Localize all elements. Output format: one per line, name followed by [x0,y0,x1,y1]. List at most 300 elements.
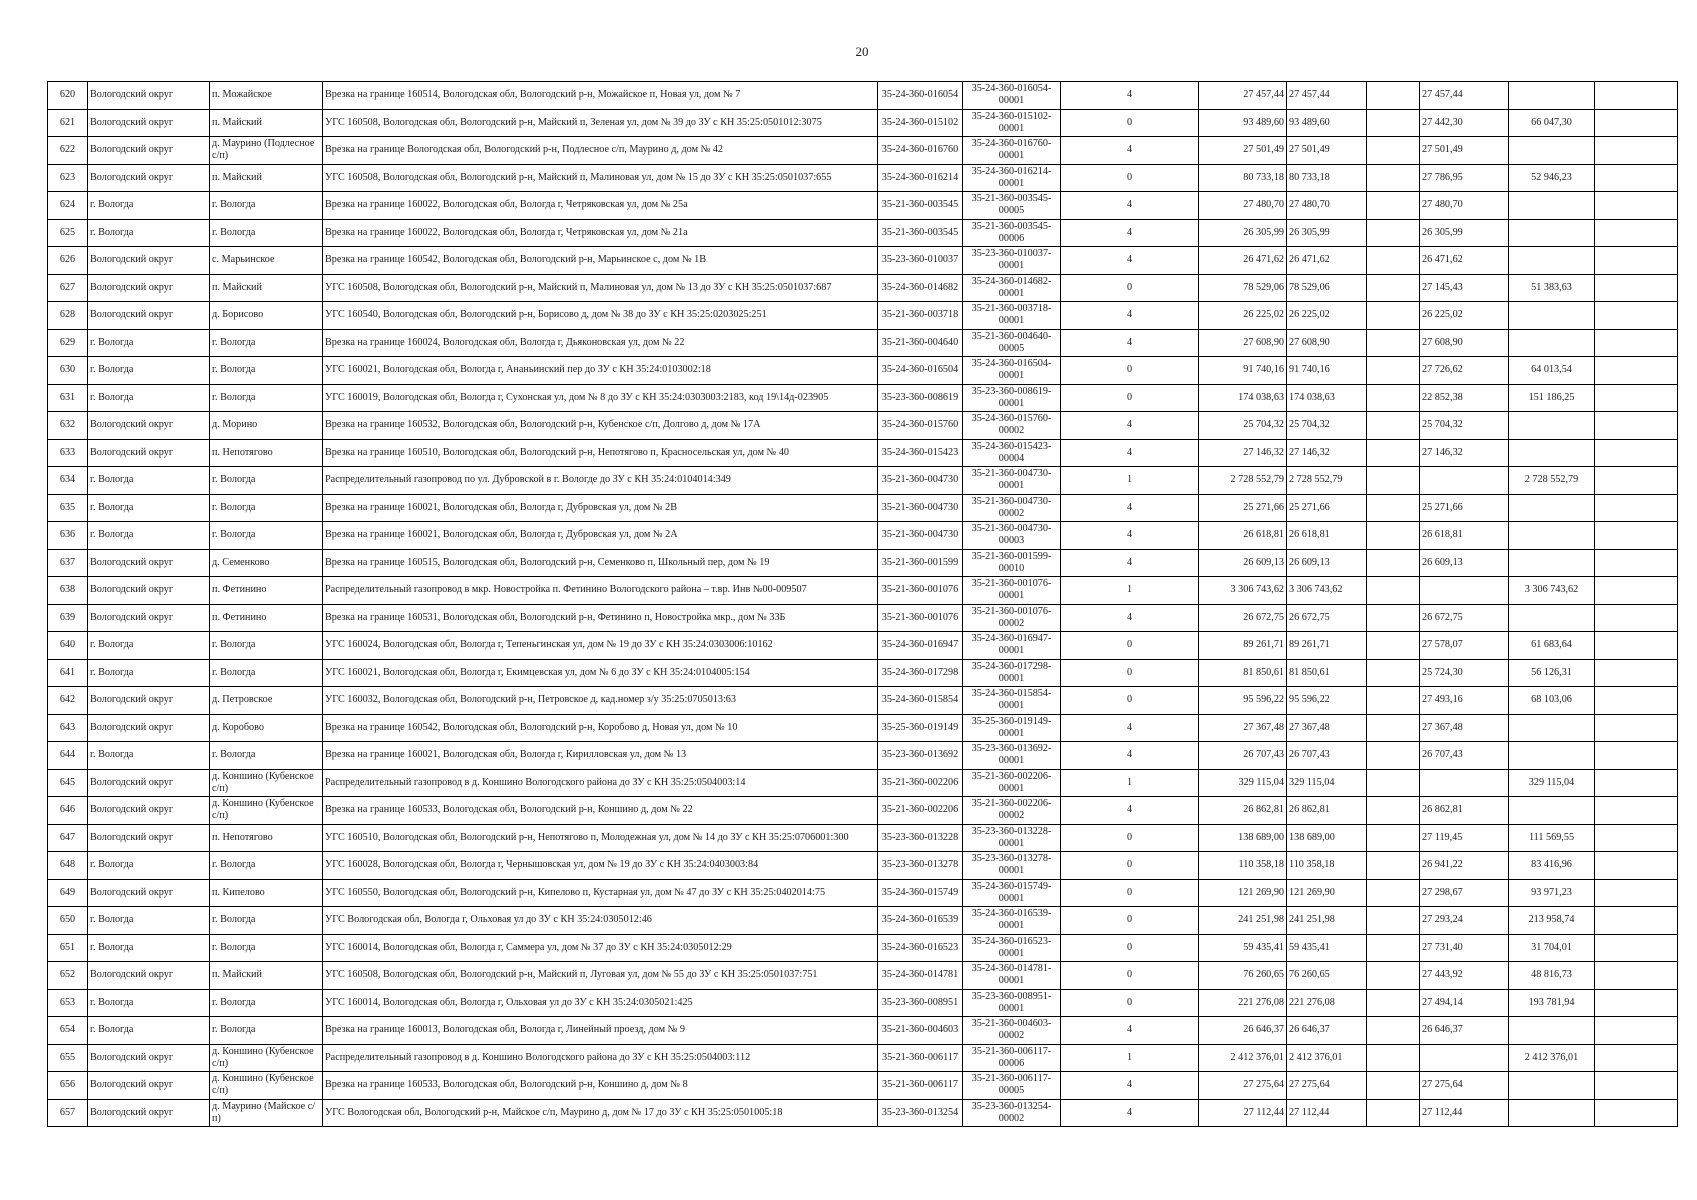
inventory-id-cell: 35-23-360-010037-00001 [963,247,1061,275]
locality-cell: д. Морино [210,412,323,440]
part-two-amount-cell: 111 569,55 [1509,824,1595,852]
inventory-id-cell: 35-21-360-003545-00005 [963,192,1061,220]
object-code-cell: 35-23-360-013278 [878,852,963,880]
table-row [48,962,1678,990]
locality-cell: г. Вологда [210,1017,323,1045]
object-description-cell: Врезка на границе 160021, Вологодская обл, Вологда г, Кирилловская ул, дом № 13 [323,742,878,770]
total-amount-cell: 27 608,90 [1287,329,1367,357]
empty-cell [1367,82,1420,110]
table-row [48,274,1678,302]
row-number: 640 [48,632,88,660]
part-one-amount-cell: 27 145,43 [1420,274,1509,302]
last-empty-cell [1595,742,1678,770]
amount-cell: 76 260,65 [1199,962,1287,990]
part-two-amount-cell: 2 728 552,79 [1509,467,1595,495]
total-amount-cell: 26 225,02 [1287,302,1367,330]
last-empty-cell [1595,109,1678,137]
empty-cell [1367,934,1420,962]
total-amount-cell: 2 412 376,01 [1287,1044,1367,1072]
part-one-amount-cell: 26 862,81 [1420,797,1509,825]
empty-cell [1367,247,1420,275]
table-row [48,989,1678,1017]
district-cell: Вологодский округ [88,824,210,852]
inventory-id-cell: 35-24-360-016523-00001 [963,934,1061,962]
total-amount-cell: 80 733,18 [1287,164,1367,192]
locality-cell: д. Петровское [210,687,323,715]
locality-cell: г. Вологда [210,192,323,220]
total-amount-cell: 26 862,81 [1287,797,1367,825]
table-row [48,329,1678,357]
part-two-amount-cell [1509,412,1595,440]
type-code-cell: 4 [1061,219,1199,247]
last-empty-cell [1595,439,1678,467]
amount-cell: 26 618,81 [1199,522,1287,550]
type-code-cell: 1 [1061,769,1199,797]
inventory-id-cell: 35-21-360-006117-00006 [963,1044,1061,1072]
amount-cell: 26 471,62 [1199,247,1287,275]
district-cell: г. Вологда [88,632,210,660]
last-empty-cell [1595,137,1678,165]
inventory-id-cell: 35-21-360-001076-00002 [963,604,1061,632]
row-number: 631 [48,384,88,412]
empty-cell [1367,824,1420,852]
inventory-id-cell: 35-21-360-004730-00001 [963,467,1061,495]
last-empty-cell [1595,329,1678,357]
last-empty-cell [1595,1017,1678,1045]
row-number: 626 [48,247,88,275]
district-cell: г. Вологда [88,384,210,412]
district-cell: Вологодский округ [88,137,210,165]
type-code-cell: 4 [1061,329,1199,357]
empty-cell [1367,962,1420,990]
object-description-cell: Врезка на границе 160024, Вологодская обл, Вологда г, Дьяконовская ул, дом № 22 [323,329,878,357]
empty-cell [1367,1072,1420,1100]
district-cell: Вологодский округ [88,164,210,192]
table-row [48,137,1678,165]
part-one-amount-cell: 27 731,40 [1420,934,1509,962]
total-amount-cell: 27 480,70 [1287,192,1367,220]
amount-cell: 27 457,44 [1199,82,1287,110]
row-number: 621 [48,109,88,137]
row-number: 620 [48,82,88,110]
part-two-amount-cell [1509,604,1595,632]
district-cell: г. Вологда [88,659,210,687]
empty-cell [1367,604,1420,632]
row-number: 657 [48,1099,88,1127]
empty-cell [1367,1044,1420,1072]
inventory-id-cell: 35-21-360-002206-00001 [963,769,1061,797]
type-code-cell: 4 [1061,82,1199,110]
part-one-amount-cell: 26 305,99 [1420,219,1509,247]
table-row [48,384,1678,412]
object-code-cell: 35-24-360-014682 [878,274,963,302]
locality-cell: д. Коншино (Кубенское с/п) [210,797,323,825]
last-empty-cell [1595,577,1678,605]
empty-cell [1367,219,1420,247]
district-cell: Вологодский округ [88,109,210,137]
part-one-amount-cell: 27 367,48 [1420,714,1509,742]
part-one-amount-cell [1420,467,1509,495]
amount-cell: 89 261,71 [1199,632,1287,660]
table-row [48,852,1678,880]
district-cell: Вологодский округ [88,769,210,797]
table-row [48,687,1678,715]
empty-cell [1367,907,1420,935]
type-code-cell: 4 [1061,1099,1199,1127]
district-cell: Вологодский округ [88,962,210,990]
district-cell: Вологодский округ [88,1099,210,1127]
table-row [48,109,1678,137]
total-amount-cell: 27 501,49 [1287,137,1367,165]
inventory-id-cell: 35-24-360-016214-00001 [963,164,1061,192]
object-code-cell: 35-21-360-004730 [878,467,963,495]
empty-cell [1367,329,1420,357]
empty-cell [1367,467,1420,495]
type-code-cell: 1 [1061,577,1199,605]
part-two-amount-cell [1509,797,1595,825]
amount-cell: 81 850,61 [1199,659,1287,687]
empty-cell [1367,549,1420,577]
row-number: 646 [48,797,88,825]
object-description-cell: Врезка на границе 160514, Вологодская обл, Вологодский р-н, Можайское п, Новая ул, дом № 7 [323,82,878,110]
part-two-amount-cell [1509,329,1595,357]
row-number: 650 [48,907,88,935]
locality-cell: с. Марьинское [210,247,323,275]
type-code-cell: 4 [1061,714,1199,742]
inventory-id-cell: 35-21-360-004730-00002 [963,494,1061,522]
total-amount-cell: 3 306 743,62 [1287,577,1367,605]
locality-cell: д. Борисово [210,302,323,330]
part-two-amount-cell: 151 186,25 [1509,384,1595,412]
part-two-amount-cell: 52 946,23 [1509,164,1595,192]
total-amount-cell: 95 596,22 [1287,687,1367,715]
object-code-cell: 35-21-360-006117 [878,1044,963,1072]
type-code-cell: 1 [1061,1044,1199,1072]
empty-cell [1367,109,1420,137]
row-number: 632 [48,412,88,440]
part-two-amount-cell: 193 781,94 [1509,989,1595,1017]
total-amount-cell: 27 146,32 [1287,439,1367,467]
object-description-cell: Врезка на границе 160510, Вологодская обл, Вологодский р-н, Непотягово п, Красносельская ул, дом № 40 [323,439,878,467]
amount-cell: 26 609,13 [1199,549,1287,577]
total-amount-cell: 26 646,37 [1287,1017,1367,1045]
part-one-amount-cell: 27 786,95 [1420,164,1509,192]
part-one-amount-cell: 27 112,44 [1420,1099,1509,1127]
table-row [48,192,1678,220]
total-amount-cell: 78 529,06 [1287,274,1367,302]
last-empty-cell [1595,604,1678,632]
part-two-amount-cell: 68 103,06 [1509,687,1595,715]
object-code-cell: 35-24-360-017298 [878,659,963,687]
locality-cell: д. Коншино (Кубенское с/п) [210,1044,323,1072]
object-code-cell: 35-24-360-016054 [878,82,963,110]
last-empty-cell [1595,714,1678,742]
object-code-cell: 35-21-360-001076 [878,604,963,632]
object-code-cell: 35-24-360-016214 [878,164,963,192]
object-description-cell: Врезка на границе 160013, Вологодская обл, Вологда г, Линейный проезд, дом № 9 [323,1017,878,1045]
district-cell: Вологодский округ [88,604,210,632]
register-table-body [48,82,1678,1127]
type-code-cell: 0 [1061,687,1199,715]
table-row [48,467,1678,495]
locality-cell: п. Можайское [210,82,323,110]
object-code-cell: 35-23-360-013254 [878,1099,963,1127]
part-one-amount-cell: 27 293,24 [1420,907,1509,935]
district-cell: г. Вологда [88,192,210,220]
inventory-id-cell: 35-24-360-014781-00001 [963,962,1061,990]
district-cell: Вологодский округ [88,577,210,605]
last-empty-cell [1595,907,1678,935]
part-one-amount-cell: 27 275,64 [1420,1072,1509,1100]
row-number: 653 [48,989,88,1017]
last-empty-cell [1595,467,1678,495]
locality-cell: п. Майский [210,274,323,302]
type-code-cell: 1 [1061,467,1199,495]
table-row [48,632,1678,660]
part-one-amount-cell: 27 726,62 [1420,357,1509,385]
inventory-id-cell: 35-21-360-001599-00010 [963,549,1061,577]
row-number: 627 [48,274,88,302]
type-code-cell: 4 [1061,302,1199,330]
amount-cell: 110 358,18 [1199,852,1287,880]
total-amount-cell: 138 689,00 [1287,824,1367,852]
district-cell: Вологодский округ [88,687,210,715]
part-one-amount-cell: 27 442,30 [1420,109,1509,137]
object-code-cell: 35-21-360-003545 [878,219,963,247]
empty-cell [1367,274,1420,302]
table-row [48,412,1678,440]
empty-cell [1367,494,1420,522]
part-one-amount-cell: 26 941,22 [1420,852,1509,880]
object-description-cell: Врезка на границе 160022, Вологодская обл, Вологда г, Четряковская ул, дом № 25а [323,192,878,220]
district-cell: г. Вологда [88,907,210,935]
empty-cell [1367,522,1420,550]
object-code-cell: 35-23-360-008951 [878,989,963,1017]
amount-cell: 26 672,75 [1199,604,1287,632]
part-two-amount-cell: 213 958,74 [1509,907,1595,935]
object-code-cell: 35-24-360-016523 [878,934,963,962]
empty-cell [1367,852,1420,880]
row-number: 647 [48,824,88,852]
locality-cell: г. Вологда [210,219,323,247]
district-cell: Вологодский округ [88,1072,210,1100]
type-code-cell: 0 [1061,824,1199,852]
part-two-amount-cell: 61 683,64 [1509,632,1595,660]
part-one-amount-cell: 27 443,92 [1420,962,1509,990]
amount-cell: 329 115,04 [1199,769,1287,797]
type-code-cell: 4 [1061,192,1199,220]
row-number: 655 [48,1044,88,1072]
total-amount-cell: 81 850,61 [1287,659,1367,687]
part-two-amount-cell: 2 412 376,01 [1509,1044,1595,1072]
district-cell: г. Вологда [88,329,210,357]
part-one-amount-cell: 27 119,45 [1420,824,1509,852]
type-code-cell: 4 [1061,797,1199,825]
object-code-cell: 35-21-360-001076 [878,577,963,605]
type-code-cell: 4 [1061,549,1199,577]
total-amount-cell: 241 251,98 [1287,907,1367,935]
locality-cell: г. Вологда [210,494,323,522]
object-code-cell: 35-24-360-015749 [878,879,963,907]
empty-cell [1367,302,1420,330]
type-code-cell: 4 [1061,604,1199,632]
locality-cell: г. Вологда [210,907,323,935]
table-row [48,824,1678,852]
last-empty-cell [1595,522,1678,550]
part-one-amount-cell [1420,577,1509,605]
empty-cell [1367,1017,1420,1045]
locality-cell: п. Непотягово [210,824,323,852]
table-row [48,247,1678,275]
table-row [48,907,1678,935]
district-cell: Вологодский округ [88,714,210,742]
object-description-cell: УГС 160028, Вологодская обл, Вологда г, Чернышовская ул, дом № 19 до ЗУ с КН 35:24:0403003:84 [323,852,878,880]
row-number: 639 [48,604,88,632]
district-cell: г. Вологда [88,1017,210,1045]
type-code-cell: 0 [1061,879,1199,907]
total-amount-cell: 25 704,32 [1287,412,1367,440]
inventory-id-cell: 35-24-360-016947-00001 [963,632,1061,660]
district-cell: Вологодский округ [88,412,210,440]
object-description-cell: УГС 160032, Вологодская обл, Вологодский р-н, Петровское д, кад.номер з/у 35:25:0705013:63 [323,687,878,715]
inventory-id-cell: 35-21-360-003718-00001 [963,302,1061,330]
part-two-amount-cell: 3 306 743,62 [1509,577,1595,605]
locality-cell: д. Семенково [210,549,323,577]
part-two-amount-cell: 56 126,31 [1509,659,1595,687]
amount-cell: 27 275,64 [1199,1072,1287,1100]
amount-cell: 221 276,08 [1199,989,1287,1017]
object-description-cell: УГС 160510, Вологодская обл, Вологодский р-н, Непотягово п, Молодежная ул, дом № 14 до ЗУ с КН 35:25:0706001:300 [323,824,878,852]
empty-cell [1367,439,1420,467]
object-description-cell: Врезка на границе 160542, Вологодская обл, Вологодский р-н, Марьинское с, дом № 1В [323,247,878,275]
locality-cell: г. Вологда [210,989,323,1017]
table-row [48,1099,1678,1127]
object-code-cell: 35-24-360-016760 [878,137,963,165]
part-two-amount-cell [1509,192,1595,220]
inventory-id-cell: 35-24-360-015749-00001 [963,879,1061,907]
empty-cell [1367,989,1420,1017]
part-two-amount-cell: 31 704,01 [1509,934,1595,962]
part-two-amount-cell [1509,1017,1595,1045]
total-amount-cell: 59 435,41 [1287,934,1367,962]
total-amount-cell: 26 471,62 [1287,247,1367,275]
object-description-cell: УГС 160550, Вологодская обл, Вологодский р-н, Кипелово п, Кустарная ул, дом № 47 до ЗУ с КН 35:25:0402014:75 [323,879,878,907]
amount-cell: 27 367,48 [1199,714,1287,742]
table-row [48,219,1678,247]
row-number: 635 [48,494,88,522]
inventory-id-cell: 35-21-360-001076-00001 [963,577,1061,605]
part-two-amount-cell: 66 047,30 [1509,109,1595,137]
district-cell: г. Вологда [88,852,210,880]
part-one-amount-cell: 27 457,44 [1420,82,1509,110]
empty-cell [1367,137,1420,165]
object-code-cell: 35-21-360-002206 [878,797,963,825]
part-two-amount-cell: 83 416,96 [1509,852,1595,880]
type-code-cell: 0 [1061,357,1199,385]
inventory-id-cell: 35-23-360-008951-00001 [963,989,1061,1017]
locality-cell: г. Вологда [210,384,323,412]
total-amount-cell: 89 261,71 [1287,632,1367,660]
object-description-cell: Врезка на границе Вологодская обл, Вологодский р-н, Подлесное с/п, Маурино д, дом № 42 [323,137,878,165]
object-code-cell: 35-24-360-014781 [878,962,963,990]
total-amount-cell: 26 609,13 [1287,549,1367,577]
object-code-cell: 35-23-360-013692 [878,742,963,770]
object-description-cell: Врезка на границе 160542, Вологодская обл, Вологодский р-н, Коробово д, Новая ул, дом № 10 [323,714,878,742]
row-number: 623 [48,164,88,192]
amount-cell: 27 480,70 [1199,192,1287,220]
locality-cell: п. Кипелово [210,879,323,907]
amount-cell: 27 146,32 [1199,439,1287,467]
locality-cell: г. Вологда [210,467,323,495]
object-code-cell: 35-23-360-013228 [878,824,963,852]
total-amount-cell: 26 618,81 [1287,522,1367,550]
row-number: 644 [48,742,88,770]
total-amount-cell: 27 367,48 [1287,714,1367,742]
row-number: 625 [48,219,88,247]
district-cell: Вологодский округ [88,879,210,907]
type-code-cell: 4 [1061,1072,1199,1100]
table-row [48,302,1678,330]
type-code-cell: 4 [1061,1017,1199,1045]
total-amount-cell: 329 115,04 [1287,769,1367,797]
object-description-cell: Врезка на границе 160533, Вологодская обл, Вологодский р-н, Коншино д, дом № 22 [323,797,878,825]
table-row [48,769,1678,797]
table-row [48,82,1678,110]
inventory-id-cell: 35-21-360-002206-00002 [963,797,1061,825]
total-amount-cell: 93 489,60 [1287,109,1367,137]
object-code-cell: 35-24-360-016539 [878,907,963,935]
type-code-cell: 0 [1061,384,1199,412]
object-description-cell: УГС 160014, Вологодская обл, Вологда г, Саммера ул, дом № 37 до ЗУ с КН 35:24:0305012:29 [323,934,878,962]
type-code-cell: 4 [1061,439,1199,467]
inventory-id-cell: 35-21-360-004730-00003 [963,522,1061,550]
object-code-cell: 35-24-360-015423 [878,439,963,467]
part-one-amount-cell: 27 146,32 [1420,439,1509,467]
object-description-cell: УГС 160508, Вологодская обл, Вологодский р-н, Майский п, Малиновая ул, дом № 15 до ЗУ с КН 35:25:0501037:655 [323,164,878,192]
row-number: 633 [48,439,88,467]
locality-cell: г. Вологда [210,659,323,687]
district-cell: Вологодский округ [88,439,210,467]
part-one-amount-cell: 25 704,32 [1420,412,1509,440]
object-description-cell: УГС 160508, Вологодская обл, Вологодский р-н, Майский п, Малиновая ул, дом № 13 до ЗУ с КН 35:25:0501037:687 [323,274,878,302]
object-description-cell: Распределительный газопровод в д. Коншино Вологодского района до ЗУ с КН 35:25:0504003:112 [323,1044,878,1072]
object-description-cell: Врезка на границе 160021, Вологодская обл, Вологда г, Дубровская ул, дом № 2А [323,522,878,550]
locality-cell: г. Вологда [210,934,323,962]
last-empty-cell [1595,852,1678,880]
table-row [48,439,1678,467]
row-number: 654 [48,1017,88,1045]
type-code-cell: 0 [1061,934,1199,962]
type-code-cell: 4 [1061,137,1199,165]
object-description-cell: УГС 160021, Вологодская обл, Вологда г, Ананьинский пер до ЗУ с КН 35:24:0103002:18 [323,357,878,385]
amount-cell: 27 608,90 [1199,329,1287,357]
inventory-id-cell: 35-24-360-014682-00001 [963,274,1061,302]
row-number: 643 [48,714,88,742]
part-one-amount-cell: 27 494,14 [1420,989,1509,1017]
total-amount-cell: 2 728 552,79 [1287,467,1367,495]
inventory-id-cell: 35-23-360-013692-00001 [963,742,1061,770]
row-number: 656 [48,1072,88,1100]
type-code-cell: 0 [1061,659,1199,687]
object-code-cell: 35-21-360-004603 [878,1017,963,1045]
table-row [48,522,1678,550]
object-code-cell: 35-21-360-001599 [878,549,963,577]
total-amount-cell: 27 112,44 [1287,1099,1367,1127]
last-empty-cell [1595,192,1678,220]
type-code-cell: 4 [1061,412,1199,440]
locality-cell: д. Коробово [210,714,323,742]
object-description-cell: Врезка на границе 160022, Вологодская обл, Вологда г, Четряковская ул, дом № 21а [323,219,878,247]
